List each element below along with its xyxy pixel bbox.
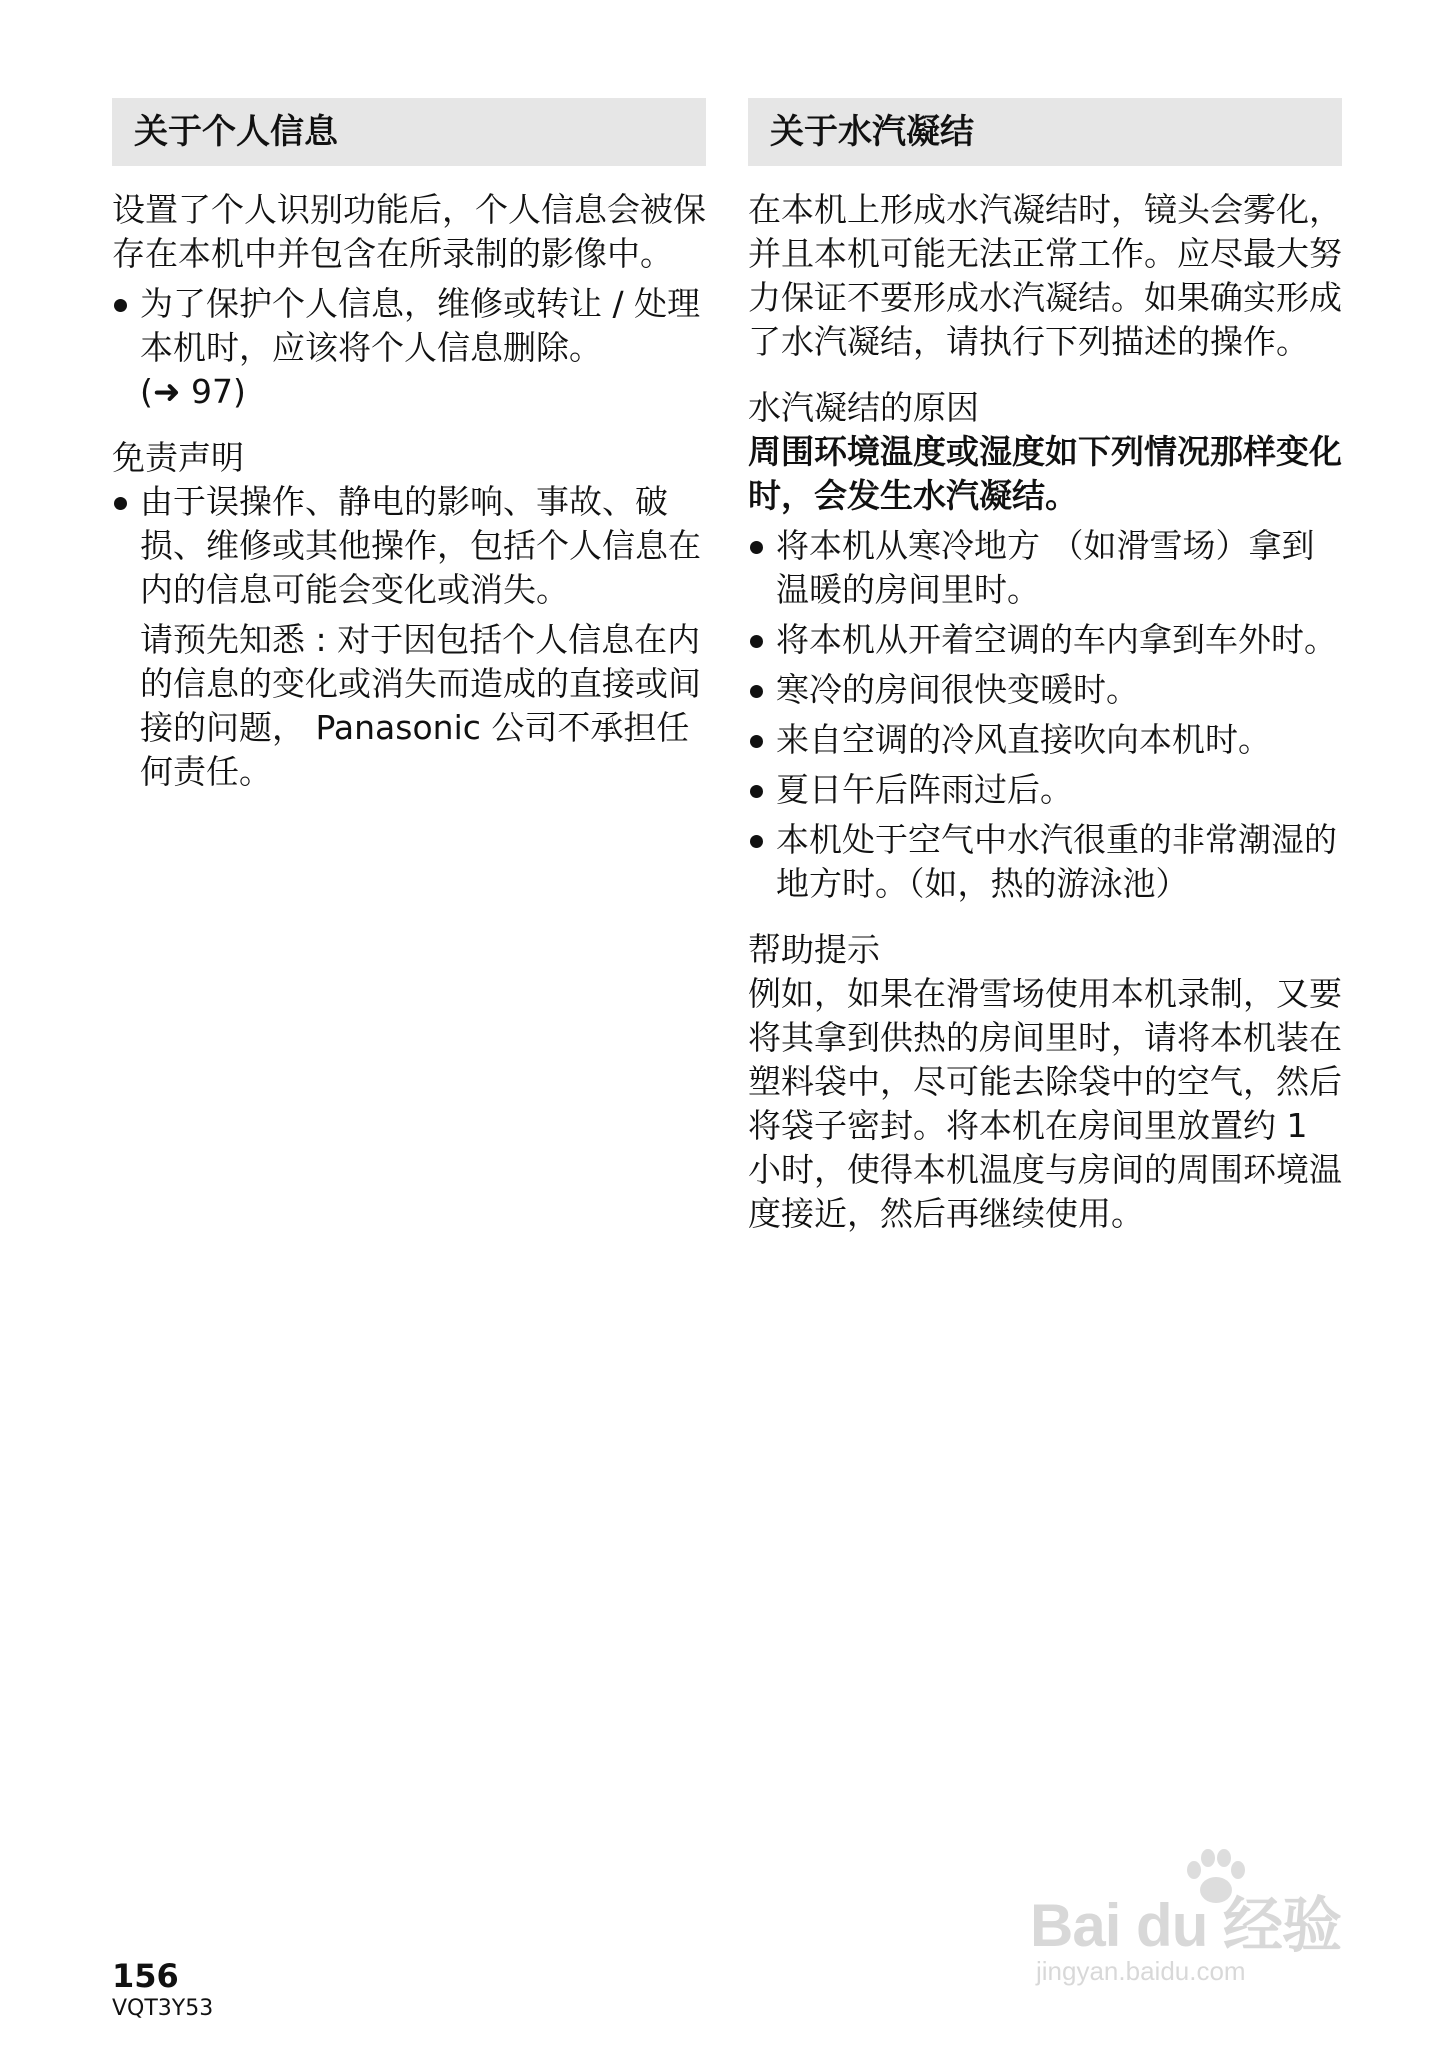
personal-info-bullet — [112, 282, 710, 414]
page-reference-link[interactable]: (➜ 97) — [140, 372, 246, 411]
watermark-url: jingyan.baidu.com — [1036, 1956, 1246, 1986]
disclaimer-title: 免责声明 — [112, 438, 244, 477]
disclaimer-bullet: 由于误操作、静电的影响、事故、破损、维修或其他操作，包括个人信息在内的信息可能会变化或消失。 — [112, 480, 710, 612]
bullet-text: 为了保护个人信息，维修或转让 / 处理本机时，应该将个人信息删除。 — [140, 284, 701, 367]
cause-lead: 周围环境温度或湿度如下列情况那样变化时，会发生水汽凝结。 — [748, 432, 1342, 515]
section-heading-personal-info: 关于个人信息 — [112, 98, 706, 166]
watermark-brand: Bai du 经验 — [1030, 1892, 1342, 1959]
cause-item: 来自空调的冷风直接吹向本机时。 — [748, 718, 1346, 762]
right-column — [748, 98, 1346, 1236]
watermark — [1030, 1848, 1360, 1988]
cause-item: 将本机从开着空调的车内拿到车外时。 — [748, 618, 1346, 662]
cause-item: 寒冷的房间很快变暖时。 — [748, 668, 1346, 712]
tip-title: 帮助提示 — [748, 930, 880, 969]
cause-item: 夏日午后阵雨过后。 — [748, 768, 1346, 812]
cause-title: 水汽凝结的原因 — [748, 388, 979, 427]
page-number: 156 — [112, 1957, 179, 1995]
cause-item: 本机处于空气中水汽很重的非常潮湿的地方时。（如，热的游泳池） — [748, 818, 1346, 906]
disclaimer-note: 请预先知悉 : 对于因包括个人信息在内的信息的变化或消失而造成的直接或间接的问题， Panasonic 公司不承担任何责任。 — [140, 620, 701, 791]
tip-text: 例如，如果在滑雪场使用本机录制，又要将其拿到供热的房间里时，请将本机装在塑料袋中，尽可能去除袋中的空气，然后将袋子密封。将本机在房间里放置约 1 小时，使得本机温度与房间的周围环境温度接近，然后再继续使用。 — [748, 974, 1342, 1233]
section-heading-condensation: 关于水汽凝结 — [748, 98, 1342, 166]
cause-item: 将本机从寒冷地方 （如滑雪场）拿到温暖的房间里时。 — [748, 524, 1346, 612]
condensation-intro: 在本机上形成水汽凝结时，镜头会雾化，并且本机可能无法正常工作。应尽最大努力保证不要形成水汽凝结。如果确实形成了水汽凝结，请执行下列描述的操作。 — [748, 190, 1342, 361]
document-code: VQT3Y53 — [112, 1996, 214, 2021]
personal-info-intro: 设置了个人识别功能后，个人信息会被保存在本机中并包含在所录制的影像中。 — [112, 190, 706, 273]
left-column — [112, 98, 710, 794]
